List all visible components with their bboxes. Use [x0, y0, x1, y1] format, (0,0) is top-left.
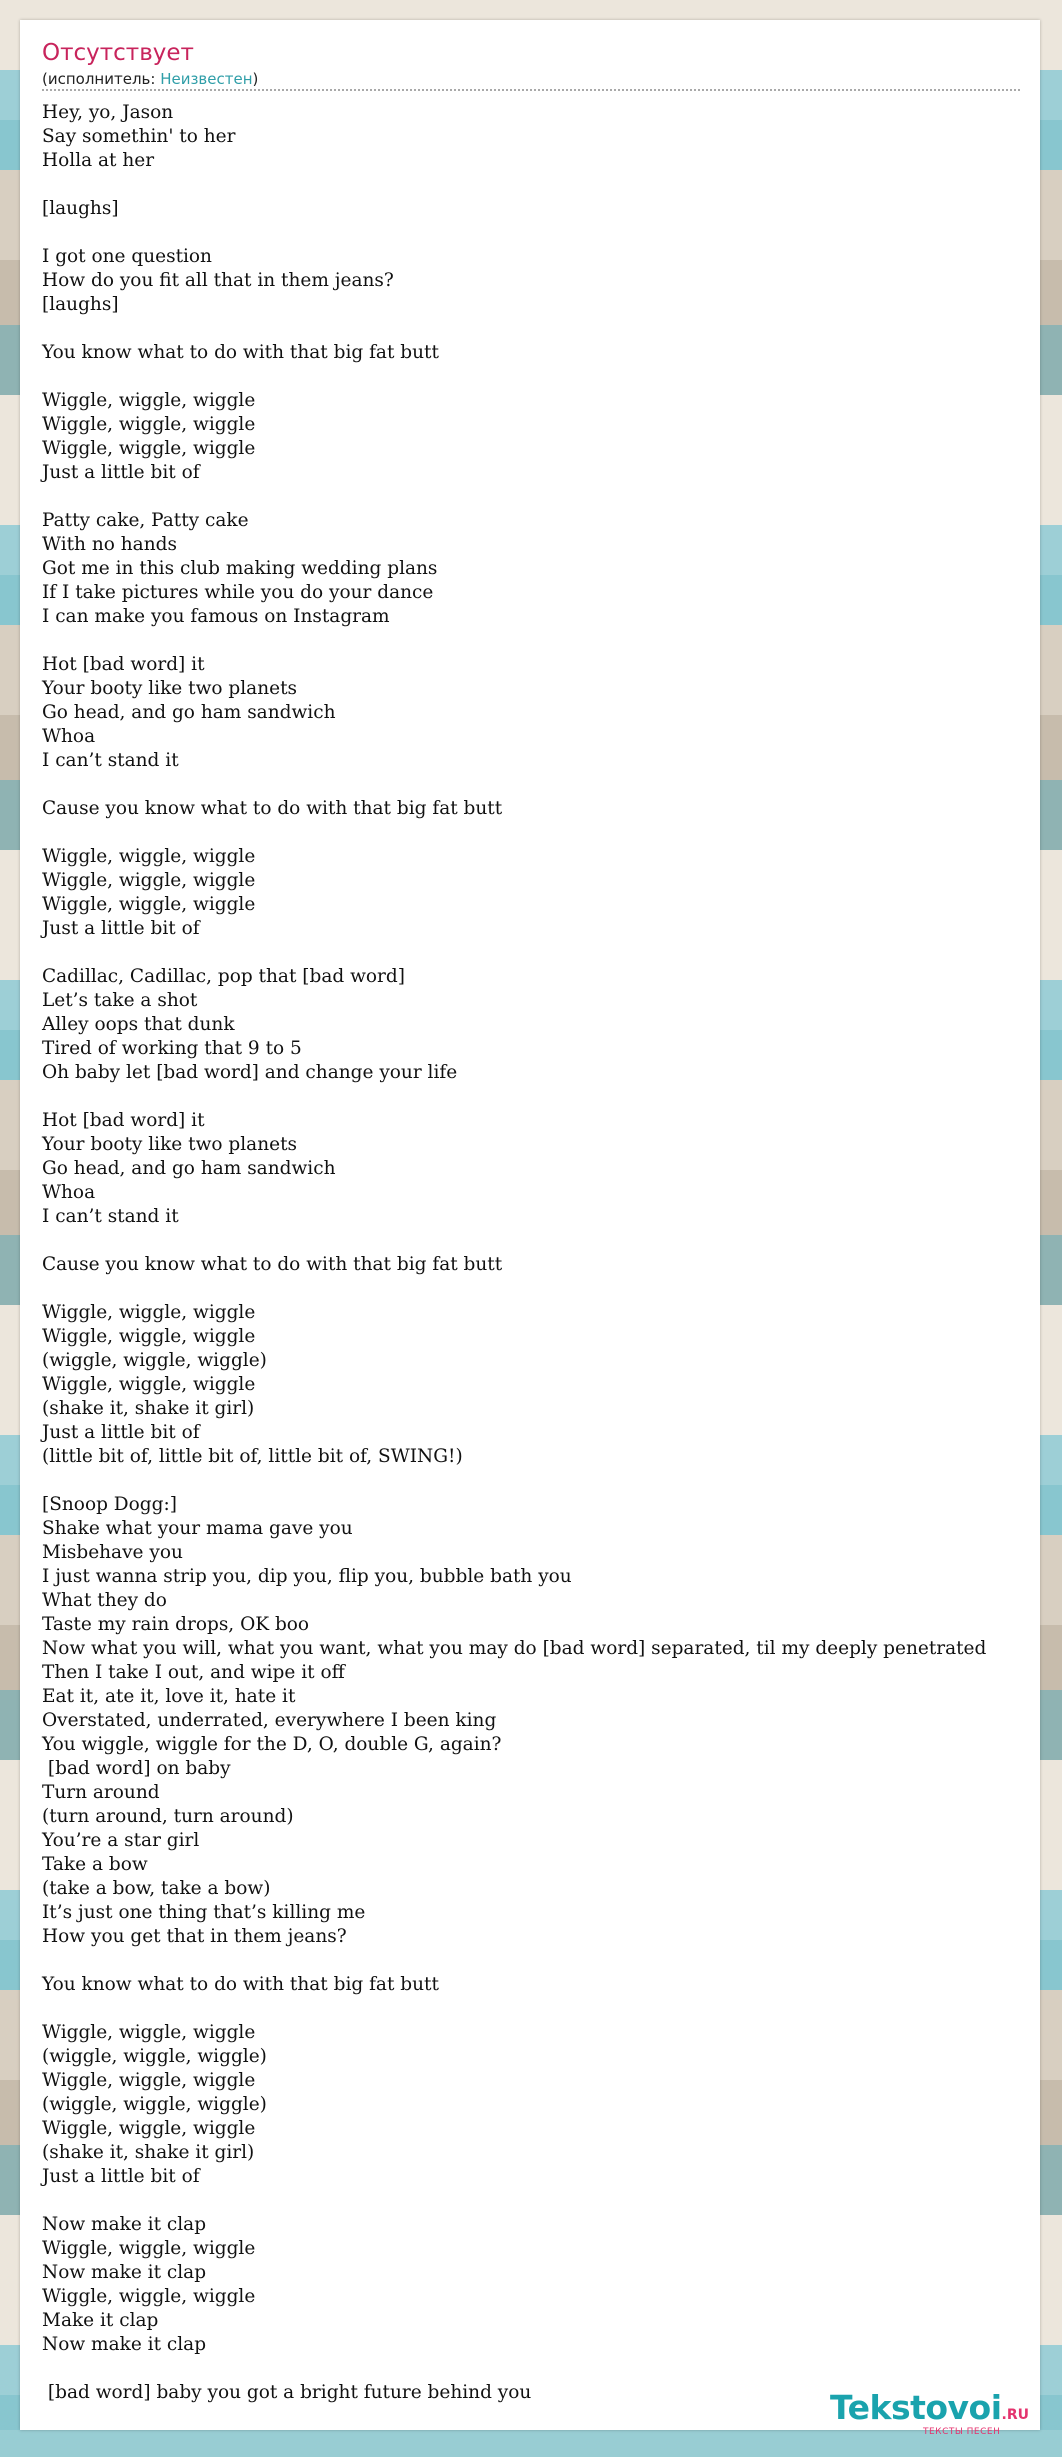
- lyric-line: Go head, and go ham sandwich: [42, 702, 336, 723]
- lyric-line: [bad word] on baby: [42, 1758, 231, 1779]
- lyric-line: Then I take I out, and wipe it off: [42, 1662, 345, 1683]
- lyric-line: Oh baby let [bad word] and change your life: [42, 1062, 458, 1083]
- lyric-line: Your booty like two planets: [42, 1134, 298, 1155]
- lyric-line: Make it clap: [42, 2310, 159, 2331]
- lyric-line: Now what you will, what you want, what you may do [bad word] separated, til my deeply penetrated: [42, 1638, 987, 1659]
- lyric-line: (wiggle, wiggle, wiggle): [42, 2094, 267, 2115]
- song-title: Отсутствует: [42, 40, 194, 66]
- lyric-line: (little bit of, little bit of, little bit of, SWING!): [42, 1446, 463, 1467]
- artist-suffix: ): [252, 70, 259, 88]
- lyric-line: Wiggle, wiggle, wiggle: [42, 1374, 256, 1395]
- lyric-line: Let’s take a shot: [42, 990, 198, 1011]
- logo-suffix: .RU: [1001, 2407, 1030, 2423]
- lyric-line: Just a little bit of: [42, 1422, 200, 1443]
- lyric-line: Misbehave you: [42, 1542, 183, 1563]
- lyric-line: Wiggle, wiggle, wiggle: [42, 1302, 256, 1323]
- lyric-line: Cadillac, Cadillac, pop that [bad word]: [42, 966, 405, 987]
- lyric-line: Hey, yo, Jason: [42, 102, 174, 123]
- lyric-line: Eat it, ate it, love it, hate it: [42, 1686, 296, 1707]
- lyric-line: Just a little bit of: [42, 462, 200, 483]
- lyric-line: Wiggle, wiggle, wiggle: [42, 438, 256, 459]
- lyric-line: Turn around: [42, 1782, 160, 1803]
- lyric-line: You know what to do with that big fat butt: [42, 1974, 439, 1995]
- lyric-line: Wiggle, wiggle, wiggle: [42, 414, 256, 435]
- lyric-line: Wiggle, wiggle, wiggle: [42, 2022, 256, 2043]
- lyric-line: Cause you know what to do with that big fat butt: [42, 1254, 503, 1275]
- logo-tagline: ТЕКСТЫ ПЕСЕН: [923, 2427, 1001, 2437]
- lyric-line: Taste my rain drops, OK boo: [42, 1614, 310, 1635]
- bottom-band: [0, 2430, 1062, 2457]
- lyric-line: Now make it clap: [42, 2334, 207, 2355]
- lyric-line: I can’t stand it: [42, 1206, 179, 1227]
- lyric-line: Wiggle, wiggle, wiggle: [42, 1326, 256, 1347]
- logo-main-text: Tekstovoi: [830, 2388, 1002, 2427]
- lyric-line: I got one question: [42, 246, 212, 267]
- lyric-line: You wiggle, wiggle for the D, O, double G, again?: [42, 1734, 502, 1755]
- lyric-line: How do you fit all that in them jeans?: [42, 270, 394, 291]
- lyric-line: I just wanna strip you, dip you, flip you, bubble bath you: [42, 1566, 572, 1587]
- lyric-line: Got me in this club making wedding plans: [42, 558, 438, 579]
- lyric-line: Shake what your mama gave you: [42, 1518, 353, 1539]
- lyric-line: Hot [bad word] it: [42, 1110, 205, 1131]
- lyric-line: Wiggle, wiggle, wiggle: [42, 2286, 256, 2307]
- lyric-line: (turn around, turn around): [42, 1806, 294, 1827]
- lyric-line: Wiggle, wiggle, wiggle: [42, 2238, 256, 2259]
- lyric-line: How you get that in them jeans?: [42, 1926, 347, 1947]
- lyric-line: Overstated, underrated, everywhere I been king: [42, 1710, 497, 1731]
- lyric-line: Wiggle, wiggle, wiggle: [42, 2118, 256, 2139]
- lyric-line: I can’t stand it: [42, 750, 179, 771]
- artist-line: [42, 70, 258, 88]
- lyric-line: [laughs]: [42, 294, 119, 315]
- lyrics-text: [42, 101, 986, 2405]
- lyric-line: Wiggle, wiggle, wiggle: [42, 390, 256, 411]
- lyric-line: What they do: [42, 1590, 167, 1611]
- lyric-line: Alley oops that dunk: [42, 1014, 235, 1035]
- lyric-line: Whoa: [42, 1182, 96, 1203]
- lyric-line: Say somethin' to her: [42, 126, 236, 147]
- lyric-line: Patty cake, Patty cake: [42, 510, 249, 531]
- artist-link[interactable]: Неизвестен: [160, 70, 253, 88]
- lyric-line: [Snoop Dogg:]: [42, 1494, 177, 1515]
- lyric-line: Your booty like two planets: [42, 678, 298, 699]
- lyric-line: Cause you know what to do with that big fat butt: [42, 798, 503, 819]
- lyric-line: (shake it, shake it girl): [42, 1398, 255, 1419]
- lyric-line: (wiggle, wiggle, wiggle): [42, 2046, 267, 2067]
- lyric-line: Whoa: [42, 726, 96, 747]
- lyric-line: Wiggle, wiggle, wiggle: [42, 2070, 256, 2091]
- lyric-line: [bad word] baby you got a bright future behind you: [42, 2382, 532, 2403]
- lyric-line: You’re a star girl: [42, 1830, 200, 1851]
- title-divider: [42, 89, 1020, 91]
- site-logo[interactable]: [830, 2388, 1030, 2437]
- lyric-line: Wiggle, wiggle, wiggle: [42, 894, 256, 915]
- lyric-line: You know what to do with that big fat butt: [42, 342, 439, 363]
- lyric-line: Holla at her: [42, 150, 155, 171]
- lyric-line: Just a little bit of: [42, 918, 200, 939]
- lyric-line: (wiggle, wiggle, wiggle): [42, 1350, 267, 1371]
- lyric-line: Tired of working that 9 to 5: [42, 1038, 302, 1059]
- lyric-line: Just a little bit of: [42, 2166, 200, 2187]
- lyric-line: Wiggle, wiggle, wiggle: [42, 846, 256, 867]
- lyric-line: Hot [bad word] it: [42, 654, 205, 675]
- lyric-line: (shake it, shake it girl): [42, 2142, 255, 2163]
- lyric-line: With no hands: [42, 534, 177, 555]
- lyric-line: I can make you famous on Instagram: [42, 606, 390, 627]
- lyric-line: Now make it clap: [42, 2262, 207, 2283]
- lyric-line: Take a bow: [42, 1854, 148, 1875]
- lyric-line: [laughs]: [42, 198, 119, 219]
- lyric-line: (take a bow, take a bow): [42, 1878, 271, 1899]
- lyric-line: Now make it clap: [42, 2214, 207, 2235]
- lyric-line: Go head, and go ham sandwich: [42, 1158, 336, 1179]
- lyric-line: It’s just one thing that’s killing me: [42, 1902, 366, 1923]
- artist-prefix: (исполнитель:: [42, 70, 161, 88]
- lyric-line: Wiggle, wiggle, wiggle: [42, 870, 256, 891]
- lyric-line: If I take pictures while you do your dance: [42, 582, 434, 603]
